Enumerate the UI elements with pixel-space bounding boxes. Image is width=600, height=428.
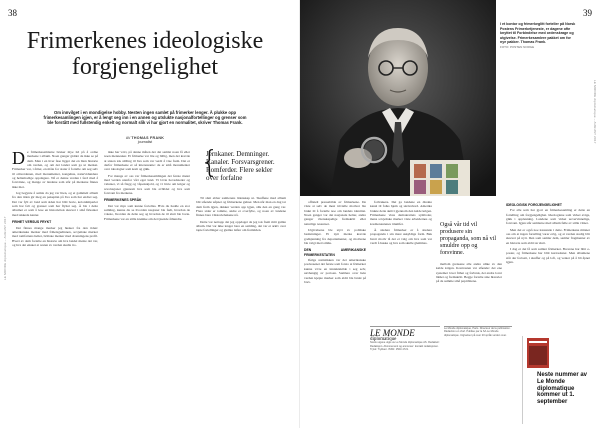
section-subhead: IDEOLOGISK FORGJENGELIGHET — [506, 203, 562, 207]
body-text: Utgivelsene ble styrt av politiske beslutninger. Et nytt merke krevde godkjenning fra departementer, og motivene ble valgt med omhu. — [304, 228, 366, 246]
body-text: Det finnes mange merker jeg husker fra den tiden: amerikanske merker med frihetsgudinnen, sovjetiske merker med romfartens helter, britiske merker med dronningens profil. Hvert av dem fortalte en historie om hva landet mente det var, og hva det ønsket at resten av verden skulle tro. — [12, 225, 98, 247]
body-text: Det var mye som kunne fortelles. Hvis du hadde en stor samling, kunne du se hvordan nasjoner ble født, hvordan de vokste, hvordan de delte seg og hvordan de til slutt ble borte. Frimerkene var en stille krønike om det tjuende århundre. — [104, 203, 190, 221]
quote-bracket-icon: { — [200, 145, 220, 180]
body-text: Å studere frimerker er å studere propaganda i sin mest uskyldige form. Bak hvert motiv lå det et valg om hva som var verdt å huske og hva som skulle glemmes. — [370, 228, 432, 246]
article-deck: Om innvilget i en mondigelse hobby. Nesten ingen samlet på frimerker lenger. Å plukke opp frimerkesamlingen igjen, er å lengt seg inn i en annen og utslukte nasjonalfortellinger og grenser som ble forstått med fullstendig enkelt og normalt slik vi har gjort en normalitet, skriver Thomas Frank. — [43, 110, 247, 126]
article-photo — [300, 0, 496, 196]
footer-info-box — [444, 326, 512, 424]
body-text: Men det er også noe trøstende i dette. Frimerkene minner oss om at ingen fortelling varer evig, og at verden stadig blir skrevet på nytt. Den som samler dem, samler fragmenter av en historie som aldri tar slutt. — [506, 227, 590, 245]
footer-info: Norsk utgave utgis av Le Monde diplomatique AS. Redaktør: Redaksjon. Abonnement og annonser: kontakt redaksjonen. Trykk: Trykkeri. ISSN: 1503-1721. — [370, 341, 440, 351]
footer-logo-sub: diplomatique — [370, 337, 397, 342]
right-page — [300, 0, 600, 428]
body-text: e frimerkesamlerne bruker mye tid på å ordne merkene i album. Noen ganger gidder de ikke se på dem. Men i en hver fase ligger det en liten historie om verden, og om det landet som ga ut merket. Frimerker var, i årtier, en måte for stater å fortelle om seg selv til omverdenen, med monumenter, kongehus, naturvidundere og heltemodige oppdagere. Nå er denne verden i ferd med å forsvinne, og mange av landene som står på merkene finnes ikke mer. — [12, 150, 98, 189]
body-text: For mange av oss var frimerkesamlingen det første møtet med verden utenfor vårt eget land. Vi lærte hovedsteder og valutaer, vi så flagg og våpenskjold, og vi lærte om kriger og revolusjoner gjennom hva som ble avbildet og hva som forsvant fra merkene. — [104, 173, 190, 196]
byline — [100, 136, 190, 145]
photo-illustration — [300, 0, 496, 196]
photo-caption — [500, 22, 578, 50]
body-text: Ifølge statistikken var det amerikanske postvesenet det første som forsto at frimerker kunne være en inntektskilde i seg selv, uavhengig av portoen. Samlere over hele verden kjøpte merker som aldri ble brukt på brev. — [304, 258, 366, 284]
body-text: forbrukere. Det ga landene en direkte kanal til folks hjem og skrivebord. Amerika brukte dette aktivt gjennom den kalde krigen. Frimerkene viste demokratiets symboler, mens sovjetiske merker viste arbeidernes og kosmonautenes triumfer. — [370, 200, 432, 226]
section-subhead: FRIMERKENES SPRÅK — [104, 198, 142, 203]
body-text: offisielt pressebilde av frimerkene. De viste at selv de mest trivielle motiver ble brukt til å fortelle noe om landets identitet. Noen ganger var det nasjonale helter, andre ganger vitenskapelige fremskritt eller naturlige ressurser. — [304, 200, 366, 226]
right-column-2 — [370, 200, 432, 320]
promo-text: Neste nummer av Le Monde diplomatique kommer ut 1. september — [537, 372, 588, 406]
body-text: ikke har vært, på denne måten der det samlet noen få eller noen mennesker. Et frimerke var lite og billig, men det krevde at staten tok stilling til hva som var verdt å vise frem. Det er derfor frimerkene er så interessante: de er små monumenter over ideologier som kom og gikk. — [104, 150, 190, 172]
pull-quote-text: Jernkaner. Demninger. Kanaler. Forsvarsgrener. Romferder. Flere sekler over forfalne — [206, 150, 275, 182]
body-text: Til slutt ebber samlerens lidenskap ut. Skuffene med album blir stående uåpnet og frimerkene gulner. Men når man en dag tar dem frem igjen, dukker verden opp igjen, slik den en gang var. Flere sider er tomme, andre er overfylte, og noen av landene finnes bare i historiebøkene nå. — [196, 196, 286, 218]
quote-box: Også vår tid vil produsere sin propaganda, som nå vil smuldre opp og forsvinne. — [440, 222, 496, 256]
next-issue-promo — [522, 336, 592, 424]
page-number-right: 39 — [583, 8, 592, 18]
article-headline: Frimerkenes ideologiske forgjengelighet — [26, 28, 264, 80]
section-subhead: FRIHET VERSUS FRYKT — [12, 220, 52, 225]
left-column-2 — [104, 150, 190, 422]
footer-info: Le Monde diplomatique, Paris. Directeur de la publication. Rédaction en chef. Publiée par la SA Le Monde diplomatique. Utgivelser på over 20 språk verden over. — [444, 327, 511, 337]
running-head-left: LE MONDE diplomatique – AUGUST 2017 — [3, 216, 7, 280]
photo-caption-text: I et kontor og frimerkeglitt forteller på Norsk Postens Frimerketjeneste, er dagene ofte knyttet til Forbindelse med ordenskrage og utgivelse. Frimerkesamlere pakket om for nye pakker. Thomas Frank. — [500, 22, 576, 45]
running-head-right: LE MONDE diplomatique – AUGUST 2017 — [593, 80, 597, 144]
byline-role: journalist — [137, 140, 153, 145]
drop-cap: D — [12, 150, 25, 168]
body-text: For alle som har gjort en frimerkesamling er dette en fortelling om forgjengelighet. Ideologiene som virket evige, gikk i oppløsning. Landene som virket uovervinnelige, forsvant. Igjen står samlerne med album fulle av stille vitner. — [506, 208, 590, 226]
section-subhead: DEN AMERIKANSKE FRIMERKESTATEN — [304, 248, 366, 257]
body-text: mellom grensene alle andre ulike av den kalde krigen. Kontrasten var slående: det ene systemet lovet frihet og forbruk, det andre lovet likhet og fremskritt. Begge fortalte sine historier på de samme små papirbitene. — [436, 262, 502, 284]
left-column-1 — [12, 150, 98, 422]
magazine-cover-icon — [527, 338, 549, 368]
right-column-3 — [436, 262, 502, 322]
body-text: Jeg begynte å samle da jeg var liten, og et gammelt album fra den tiden gir meg en pekepinn på hva som har endret seg. Det var fylt av land som siden har blitt borte, koloniimperier som har falt og grenser som har flyttet seg. Å bla i dette albumet er som å lese en historiebok skrevet i små firkanter med takkede kanter. — [12, 191, 98, 217]
body-text: I dag er det få som samler frimerker. Brevene har blitt e-poster, og frimerkene har blitt kuriositeter. Men albumene står der fortsatt, i skuffer og på loft, og venter på å bli åpnet igjen. — [506, 247, 590, 265]
footer-logo: LE MONDE — [370, 328, 415, 338]
byline-prefix: AV — [125, 136, 131, 140]
right-column-4 — [506, 200, 590, 326]
right-column-1 — [304, 200, 366, 424]
pull-quote — [200, 145, 286, 182]
page-number-left: 38 — [8, 8, 17, 18]
body-text: Dette var nettopp det jeg oppdaget da jeg tok frem mitt gamle album. Det var ikke lenger bare en samling, det var et arkiv over tapte fortellinger og glemte løfter om fremtiden. — [196, 219, 286, 233]
left-column-3 — [196, 196, 286, 422]
footer-masthead-box — [370, 326, 440, 424]
byline-name: THOMAS FRANK — [131, 136, 165, 140]
photo-credit: FOTO: POSTEN NORGE — [500, 44, 535, 49]
